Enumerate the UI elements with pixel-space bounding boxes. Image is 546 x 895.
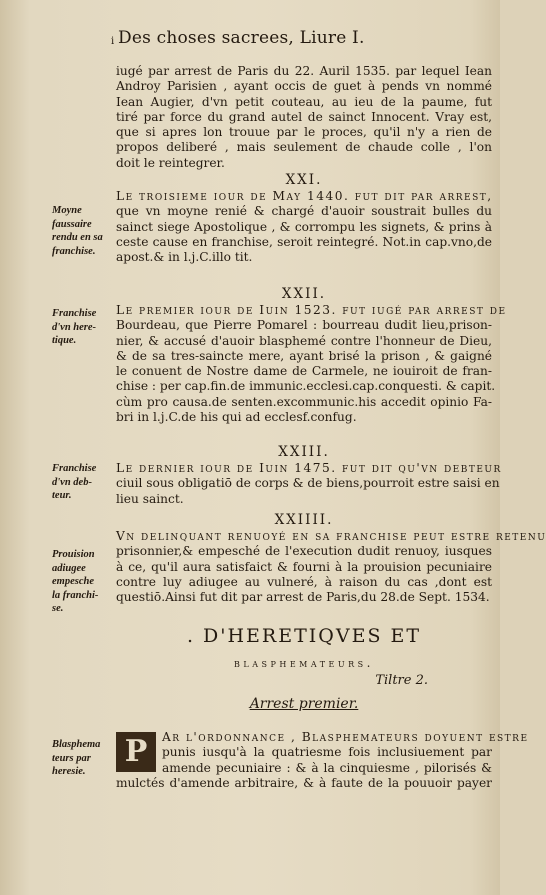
chapter-title-block xyxy=(116,624,492,714)
text-line: Iean Augier, d'vn petit couteau, au ieu de la paume, fut xyxy=(116,94,492,109)
text-line: & de sa tres-saincte mere, ayant brisé la prison , & gaigné xyxy=(116,348,492,363)
section-arrest-premier xyxy=(116,730,529,791)
text-line: cùm pro causa.de senten.excommunic.his accedit opinio Fa- xyxy=(116,394,492,409)
text-line: nier, & accusé d'auoir blasphemé contre l'honneur de Dieu, xyxy=(116,333,492,348)
text-line: ceste cause en franchise, seroit reintegré. Not.in cap.vno,de xyxy=(116,234,492,249)
text-line: que vn moyne renié & chargé d'auoir soustrait bulles du xyxy=(116,204,492,219)
text-line: tiré par force du grand autel de sainct Innocent. Vray est, xyxy=(116,109,492,124)
margin-note-xxi: Moyne faussaire rendu en sa franchise. xyxy=(52,205,103,257)
text-line: ciuil sous obligatiō de corps & de biens,pourroit estre saisi en xyxy=(116,476,500,491)
text-line: chise : per cap.fin.de immunic.ecclesi.cap.conquesti. & capit. xyxy=(116,379,496,394)
margin-note-xxiiii: Prouision adiugee empesche la franchi- se. xyxy=(52,549,99,614)
text-line: Ar l'ordonnance , Blasphemateurs doyuent estre xyxy=(162,730,529,744)
section-xxiii xyxy=(116,444,502,507)
text-line: Bourdeau, que Pierre Pomarel : bourreau dudit lieu,prison- xyxy=(116,318,492,333)
section-heading: XXIII. xyxy=(278,444,330,460)
text-line: punis iusqu'à la quatriesme fois inclusiuement par xyxy=(162,745,492,760)
text-line: mulctés d'amende arbitraire, & à faute de la pouuoir payer xyxy=(116,775,492,790)
text-line: à ce, qu'il aura satisfaict & fourni à la prouision pecuniaire xyxy=(116,559,492,574)
margin-marker: i xyxy=(111,36,115,47)
margin-note-blasphemateurs: Blasphema teurs par heresie. xyxy=(52,739,101,777)
text-line: doit le reintegrer. xyxy=(116,155,225,170)
section-xxii xyxy=(116,286,507,425)
text-line: Le premier iour de Iuin 1523. fut iugé par arrest de xyxy=(116,303,507,317)
section-heading: XXI. xyxy=(285,172,323,188)
arrest-heading: Arrest premier. xyxy=(249,696,359,712)
section-xxiiii xyxy=(116,512,546,605)
chapter-number: Tiltre 2. xyxy=(375,673,428,688)
text-line: Le dernier iour de Iuin 1475. fut dit qu'vn debteur xyxy=(116,461,502,475)
text-line: questiō.Ainsi fut dit par arrest de Paris,du 28.de Sept. 1534. xyxy=(116,590,490,605)
chapter-subtitle: blasphemateurs. xyxy=(234,656,374,670)
page-header: Des choses sacrees, Liure I. xyxy=(118,28,365,48)
drop-cap: P xyxy=(116,732,156,772)
text-line: Le troisieme iour de May 1440. fut dit par arrest, xyxy=(116,189,493,203)
section-xxi xyxy=(116,172,492,265)
text-line: apost.& in l.j.C.illo tit. xyxy=(116,250,253,265)
section-heading: XXIIII. xyxy=(274,512,334,528)
chapter-title: . D'HERETIQVES ET xyxy=(186,625,422,647)
margin-note-xxii: Franchise d'vn here- tique. xyxy=(52,308,97,346)
text-line: le conuent de Nostre dame de Carmele, ne iouiroit de fran- xyxy=(116,364,492,379)
text-line: que si apres lon trouue par le proces, qu'il n'y a rien de xyxy=(116,125,492,140)
text-line: lieu sainct. xyxy=(116,491,184,506)
text-line: Androy Parisien , ayant occis de guet à pends vn nommé xyxy=(116,79,492,94)
text-line: propos deliberé , mais seulement de chaude colle , l'on xyxy=(116,140,492,155)
text-line: amende pecuniaire : & à la cinquiesme , pilorisés & xyxy=(162,760,492,775)
text-line: Vn delinquant renuoyé en sa franchise peut estre retenu xyxy=(116,529,546,543)
section-heading: XXII. xyxy=(281,286,327,302)
paragraph-continuation xyxy=(116,64,492,171)
margin-note-xxiii: Franchise d'vn deb- teur. xyxy=(52,463,97,501)
text-line: prisonnier,& empesché de l'execution dudit renuoy, iusques xyxy=(116,544,492,559)
text-line: contre luy adiugee au vulneré, à raison du cas ,dont est xyxy=(116,574,492,589)
text-line: sainct siege Apostolique , & corrompu les signets, & prins à xyxy=(116,219,492,234)
text-line: bri in l.j.C.de his qui ad ecclesf.confug. xyxy=(116,410,357,425)
text-line: iugé par arrest de Paris du 22. Auril 1535. par lequel Iean xyxy=(116,64,492,78)
